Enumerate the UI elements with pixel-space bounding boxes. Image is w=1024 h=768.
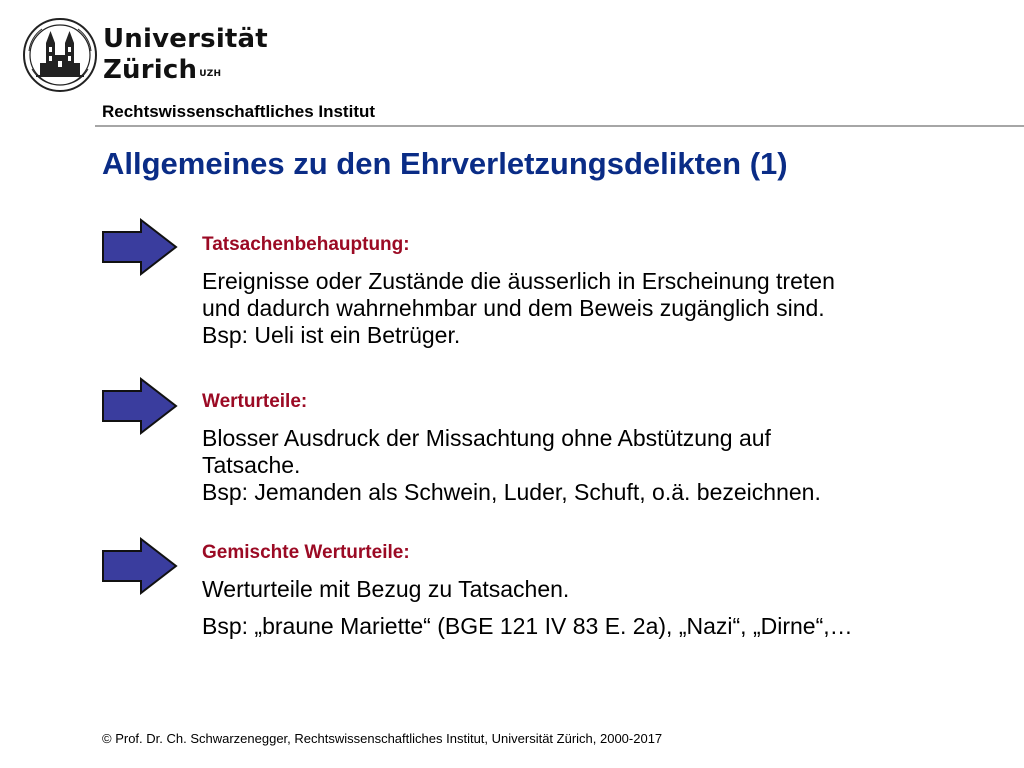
- header-divider: [95, 125, 1024, 127]
- body-line: Tatsache.: [202, 452, 301, 478]
- body-line: Ereignisse oder Zustände die äusserlich in Erscheinung treten: [202, 268, 835, 294]
- section-label: Gemischte Werturteile:: [202, 542, 410, 563]
- section-werturteile: [202, 391, 1002, 506]
- section-gemischte-werturteile: [202, 542, 1002, 640]
- slide-title: Allgemeines zu den Ehrverletzungsdelikten (1): [102, 146, 788, 181]
- wordmark-line1: Universität: [103, 24, 268, 54]
- section-body: [202, 576, 1002, 640]
- body-line: Bsp: Ueli ist ein Betrüger.: [202, 322, 461, 348]
- right-arrow-icon: [101, 218, 178, 276]
- section-body: [202, 425, 1002, 506]
- right-arrow-icon: [101, 377, 178, 435]
- wordmark-uzh: UZH: [199, 69, 222, 79]
- body-line: Werturteile mit Bezug zu Tatsachen.: [202, 576, 570, 602]
- copyright-footer: © Prof. Dr. Ch. Schwarzenegger, Rechtswissenschaftliches Institut, Universität Zürich, 2000-2017: [102, 731, 663, 746]
- body-line: Bsp: Jemanden als Schwein, Luder, Schuft, o.ä. bezeichnen.: [202, 479, 821, 505]
- body-line: Bsp: „braune Mariette“ (BGE 121 IV 83 E. 2a), „Nazi“, „Dirne“,…: [202, 613, 853, 639]
- institute-name: Rechtswissenschaftliches Institut: [102, 102, 376, 121]
- wordmark-line2: [103, 55, 268, 86]
- university-seal-logo: [22, 17, 98, 93]
- section-label: Tatsachenbehauptung:: [202, 234, 410, 255]
- body-line: und dadurch wahrnehmbar und dem Beweis zugänglich sind.: [202, 295, 825, 321]
- wordmark-zurich: Zürich: [103, 55, 198, 85]
- body-line: Blosser Ausdruck der Missachtung ohne Abstützung auf: [202, 425, 771, 451]
- section-label: Werturteile:: [202, 391, 308, 412]
- right-arrow-icon: [101, 537, 178, 595]
- university-wordmark: [103, 24, 268, 86]
- section-body: [202, 268, 1002, 349]
- section-tatsachenbehauptung: [202, 234, 1002, 349]
